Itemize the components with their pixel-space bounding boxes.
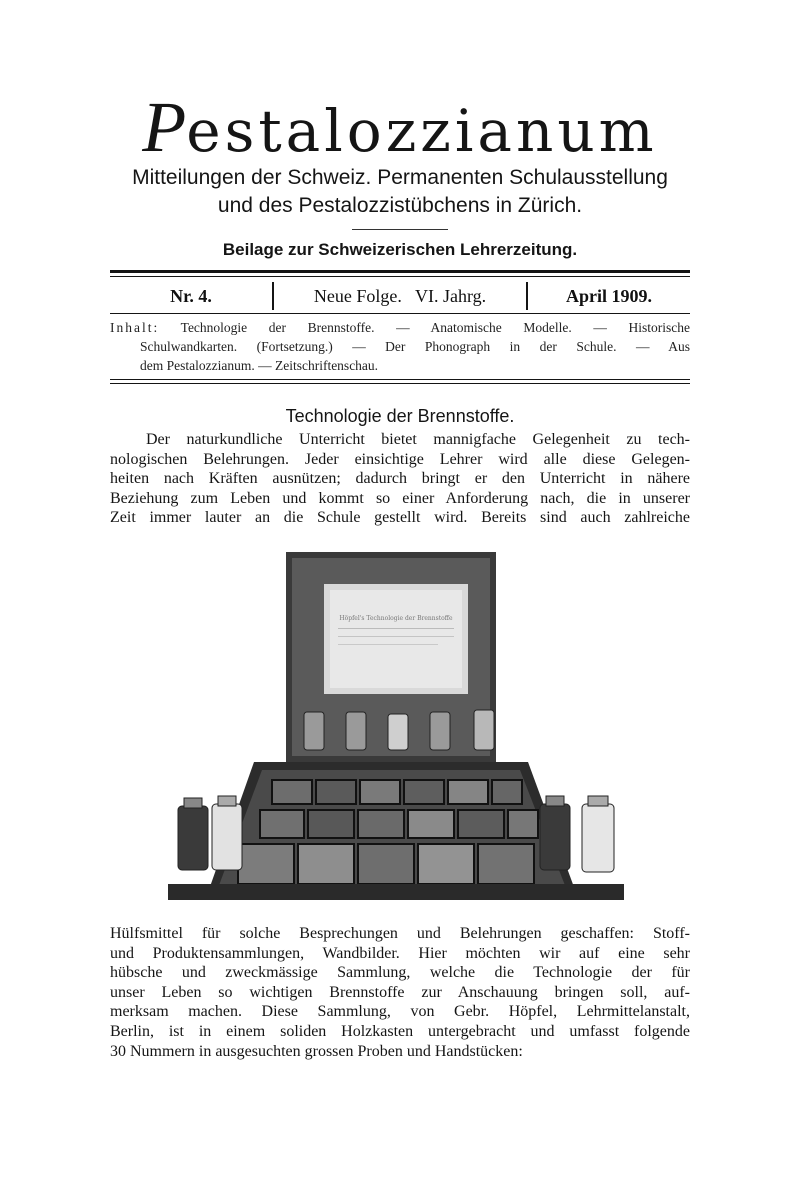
short-divider [352, 229, 448, 230]
supplement-line: Beilage zur Schweizerischen Lehrerzeitung. [222, 240, 578, 259]
photo-base [168, 884, 624, 900]
header-rule-thin [110, 276, 690, 277]
masthead-title [0, 87, 800, 167]
subtitle-line-2: und des Pestalozzistübchens in Zürich. [217, 194, 583, 217]
specimen-compartments [238, 780, 538, 884]
text-line: Der naturkundliche Unterricht bietet mannigfache Gelegenheit zu tech- [146, 431, 690, 448]
contents-rule [110, 383, 690, 384]
issue-date: April 1909. [565, 286, 652, 306]
contents-line [110, 318, 690, 337]
issue-series: Neue Folge. VI. Jahrg. [313, 286, 487, 306]
text-line: 30 Nummern in ausgesuchten grossen Proben und Handstücken: [110, 1042, 523, 1060]
text-line: Zeit immer lauter an die Schule gestellt wird. Bereits sind auch zahlreiche [110, 509, 690, 527]
text-line: Beziehung zum Leben und kommt so einer Anforderung nach, die in unserer [110, 489, 690, 507]
masthead-initial: P [142, 87, 187, 167]
contents-line: dem Pestalozzianum. — Zeitschriftenschau. [140, 358, 379, 373]
text-line: merksam machen. Diese Sammlung, von Gebr. Höpfel, Lehrmittelanstalt, [110, 1003, 690, 1021]
issue-bar [110, 280, 690, 312]
text-line: Hülfsmittel für solche Besprechungen und Belehrungen geschaffen: Stoff- [110, 925, 690, 942]
text-line: nologischen Belehrungen. Jeder einsichtige Lehrer wird alle diese Gelegen- [110, 450, 690, 468]
contents-label: Inhalt: [110, 320, 160, 335]
text-line: Berlin, ist in einem soliden Holzkasten untergebracht und umfasst folgende [110, 1022, 690, 1040]
text-line: hübsche und zweckmässige Sammlung, welche die Technologie der für [110, 964, 690, 982]
text-line: heiten nach Kräften ausnützen; dadurch bringt er den Unterricht in nähere [110, 470, 690, 488]
lid-label-text: Höpfel's Technologie der Brennstoffe [339, 615, 453, 622]
issue-rule [110, 313, 690, 314]
specimen-box-photo [168, 548, 624, 900]
article-paragraph-1 [110, 430, 690, 528]
text-line: unser Leben so wichtigen Brennstoffe zur Anschauung bringen soll, auf- [110, 983, 690, 1001]
subtitle-line-1: Mitteilungen der Schweiz. Permanenten Schulausstellung [132, 166, 668, 189]
contents-text: Technologie der Brennstoffe. — Anatomische Modelle. — Historische [180, 320, 690, 335]
table-of-contents [110, 318, 690, 375]
article-title: Technologie der Brennstoffe. [285, 406, 515, 426]
header-rule-thick [110, 270, 690, 273]
contents-line: Schulwandkarten. (Fortsetzung.) — Der Phonograph in der Schule. — Aus [140, 339, 690, 354]
masthead-rest: estalozzianum [186, 97, 658, 165]
text-line: und Produktensammlungen, Wandbilder. Hier möchten wir auf eine sehr [110, 944, 690, 962]
contents-rule [110, 379, 690, 380]
article-paragraph-2 [110, 924, 690, 1061]
issue-number: Nr. 4. [170, 286, 212, 306]
